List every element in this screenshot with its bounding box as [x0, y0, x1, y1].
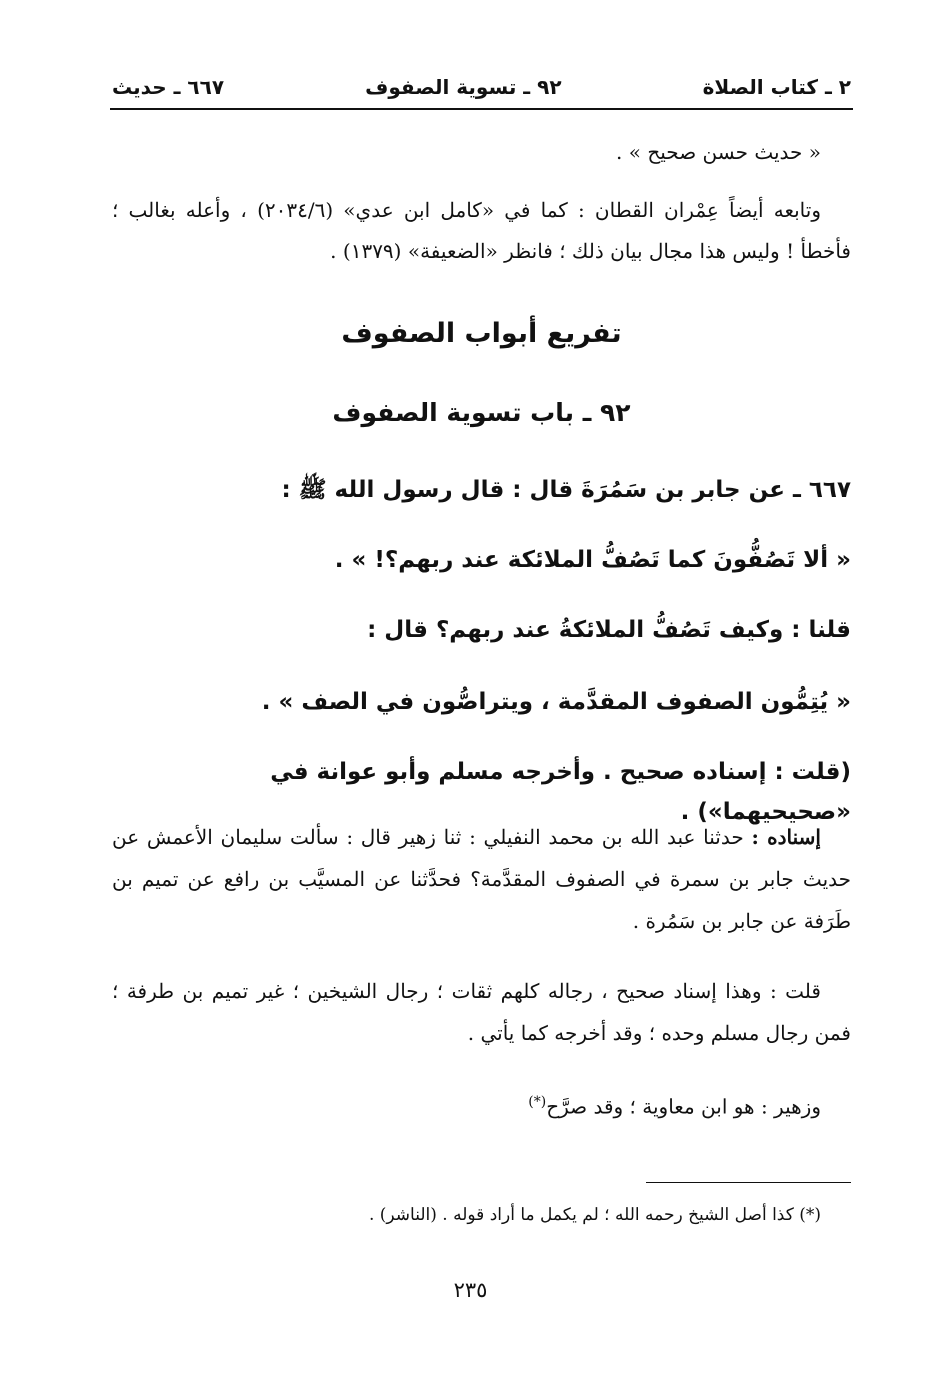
- follow-paragraph: وتابعه أيضاً عِمْران القطان : كما في «كامل ابن عدي» (٢٠٣٤/٦) ، وأعله بغالب ؛ فأخطأ ! وليس هذا مجال بيان ذلك ؛ فانظر «الضعيفة» (١٣٧٩) .: [112, 198, 851, 263]
- isnad-paragraph: [112, 816, 851, 942]
- hadith-text-1: « ألا تَصُفُّونَ كما تَصُفُّ الملائكة عند ربهم؟! » .: [334, 547, 851, 573]
- commentary-paragraph: قلت : وهذا إسناد صحيح ، رجاله كلهم ثقات ؛ رجال الشيخين ؛ غير تميم بن طرفة ؛ فمن رجال مسلم وحده ؛ وقد أخرجه كما يأتي .: [112, 979, 851, 1045]
- hadith-text-2: « يُتِمُّون الصفوف المقدَّمة ، ويتراصُّون في الصف » .: [261, 689, 851, 715]
- footnote-marker: (*): [528, 1094, 547, 1110]
- header-chapter-title: ٩٢ ـ تسوية الصفوف: [365, 75, 562, 99]
- zuhayr-paragraph: [112, 1082, 851, 1128]
- hadith-grading: (قلت : إسناده صحيح . وأخرجه مسلم وأبو عوانة في «صحيحيهما») .: [270, 759, 851, 825]
- zuhayr-text: وزهير : هو ابن معاوية ؛ وقد صرَّح: [546, 1094, 821, 1119]
- isnad-label: إسناده :: [751, 825, 821, 849]
- chapter-title: تفريع أبواب الصفوف: [341, 318, 622, 349]
- section-title: ٩٢ ـ باب تسوية الصفوف: [332, 398, 631, 427]
- footnote: (*) كذا أصل الشيخ رحمه الله ؛ لم يكمل ما أراد قوله . (الناشر) .: [368, 1205, 821, 1225]
- page-number: ٢٣٥: [453, 1278, 488, 1302]
- header-hadith-number: ٦٦٧ ـ حديث: [112, 75, 225, 99]
- running-header: [112, 70, 851, 104]
- hadith-question: قلنا : وكيف تَصُفُّ الملائكةُ عند ربهم؟ قال :: [367, 617, 851, 643]
- header-divider: [110, 108, 853, 110]
- header-book-title: ٢ ـ كتاب الصلاة: [702, 75, 851, 99]
- footnote-divider: [646, 1182, 851, 1183]
- quote-paragraph: « حديث حسن صحيح » .: [616, 140, 821, 164]
- isnad-text: حدثنا عبد الله بن محمد النفيلي : ثنا زهير قال : سألت سليمان الأعمش عن حديث جابر بن سمرة في الصفوف المقدَّمة؟ فحدَّثنا عن المسيَّب بن رافع عن تميم بن طَرَفة عن جابر بن سَمُرة .: [112, 825, 851, 933]
- hadith-intro: ٦٦٧ ـ عن جابر بن سَمُرَةَ قال : قال رسول الله ﷺ :: [281, 477, 851, 503]
